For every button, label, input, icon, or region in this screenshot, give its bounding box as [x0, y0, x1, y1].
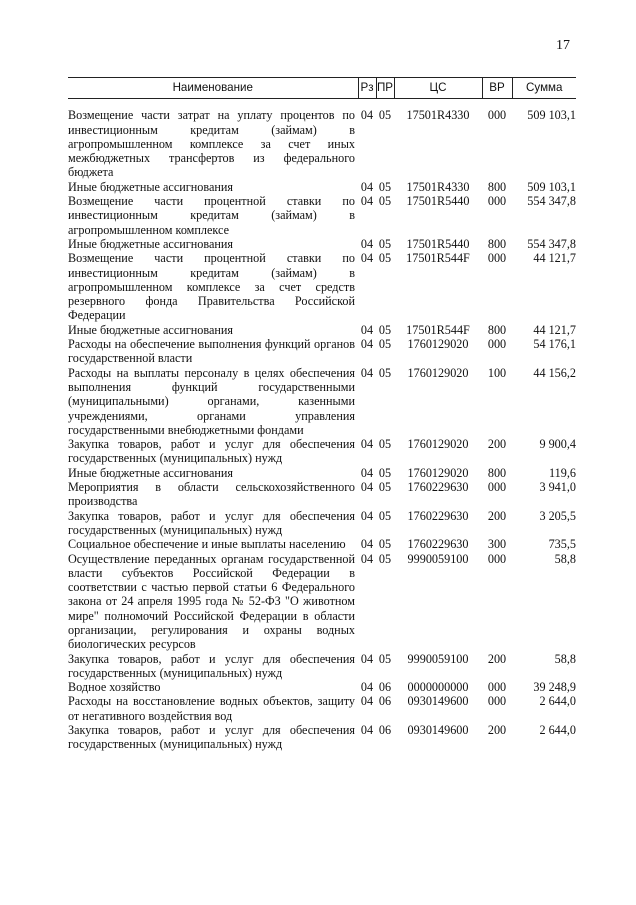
cell-sum: 509 103,1: [527, 179, 576, 194]
cell-name: Возмещение части процентной ставки по инвестиционным кредитам (займам) в агропромышленном комплексе за счет средств резервного фонда Правительства Российской Федерации: [68, 251, 355, 323]
cell-name: Социальное обеспечение и иные выплаты населению: [68, 537, 346, 552]
table-row: [68, 180, 576, 194]
cell-pr: 05: [378, 194, 392, 209]
cell-rz: 04: [360, 651, 374, 666]
cell-rz: 04: [360, 694, 374, 709]
cell-sum: 3 205,5: [539, 508, 576, 523]
cell-vr: 000: [487, 680, 507, 695]
cell-name: Водное хозяйство: [68, 680, 161, 695]
cell-pr: 06: [378, 694, 392, 709]
cell-name: Осуществление переданных органам государственной власти субъектов Российской Федерации в соответствии с частью первой статьи 6 Федерального закона от 24 апреля 1995 года № 52-ФЗ "О животном мире" полномочий Российской Федерации в области организации, регулирования и охраны водных биологических ресурсов: [68, 551, 355, 652]
cell-name: Иные бюджетные ассигнования: [68, 465, 234, 480]
cell-pr: 05: [378, 251, 392, 266]
budget-table: [68, 77, 576, 752]
cell-pr: 05: [378, 465, 392, 480]
table-row: [68, 652, 576, 681]
cell-name: Иные бюджетные ассигнования: [68, 179, 234, 194]
cell-rz: 04: [360, 551, 374, 566]
cell-sum: 9 900,4: [539, 437, 576, 452]
cell-vr: 000: [487, 551, 507, 566]
cell-cs: 1760129020: [407, 437, 469, 452]
cell-pr: 06: [378, 680, 392, 695]
table-row: [68, 723, 576, 752]
cell-name: Закупка товаров, работ и услуг для обеспечения государственных (муниципальных) нужд: [68, 723, 355, 752]
cell-vr: 800: [487, 236, 507, 251]
cell-cs: 17501R4330: [406, 179, 470, 194]
cell-rz: 04: [360, 723, 374, 738]
cell-rz: 04: [360, 251, 374, 266]
cell-vr: 000: [487, 251, 507, 266]
cell-pr: 05: [378, 651, 392, 666]
cell-cs: 1760229630: [407, 537, 469, 552]
col-header-name: Наименование: [68, 78, 358, 99]
table-row: [68, 108, 576, 179]
table-row: [68, 480, 576, 509]
cell-rz: 04: [360, 680, 374, 695]
cell-rz: 04: [360, 365, 374, 380]
cell-vr: 000: [487, 480, 507, 495]
table-row: [68, 194, 576, 237]
cell-name: Расходы на обеспечение выполнения функций органов государственной власти: [68, 337, 355, 366]
col-header-vr: ВР: [482, 78, 512, 99]
cell-vr: 300: [487, 537, 507, 552]
cell-pr: 05: [378, 437, 392, 452]
cell-rz: 04: [360, 480, 374, 495]
cell-pr: 05: [378, 322, 392, 337]
cell-rz: 04: [360, 322, 374, 337]
cell-pr: 05: [378, 537, 392, 552]
cell-pr: 06: [378, 723, 392, 738]
cell-vr: 800: [487, 179, 507, 194]
cell-cs: 9990059100: [407, 551, 469, 566]
cell-vr: 200: [487, 437, 507, 452]
page-number: 17: [556, 38, 570, 53]
cell-vr: 100: [487, 365, 507, 380]
cell-vr: 000: [487, 694, 507, 709]
cell-rz: 04: [360, 437, 374, 452]
cell-vr: 800: [487, 322, 507, 337]
cell-cs: 0930149600: [407, 694, 469, 709]
cell-rz: 04: [360, 236, 374, 251]
cell-cs: 17501R544F: [406, 251, 470, 266]
cell-cs: 17501R4330: [406, 108, 470, 123]
cell-sum: 509 103,1: [527, 108, 576, 123]
cell-sum: 44 156,2: [533, 365, 576, 380]
cell-pr: 05: [378, 179, 392, 194]
table-row: [68, 237, 576, 251]
cell-name: Иные бюджетные ассигнования: [68, 322, 234, 337]
cell-sum: 44 121,7: [533, 322, 576, 337]
cell-sum: 58,8: [554, 551, 576, 566]
cell-name: Мероприятия в области сельскохозяйственного производства: [68, 480, 355, 509]
table-row: [68, 437, 576, 466]
cell-rz: 04: [360, 508, 374, 523]
cell-sum: 3 941,0: [539, 480, 576, 495]
cell-pr: 05: [378, 337, 392, 352]
cell-sum: 2 644,0: [539, 694, 576, 709]
cell-vr: 000: [487, 108, 507, 123]
cell-cs: 17501R5440: [406, 194, 470, 209]
table-row: [68, 466, 576, 480]
table-header-row: [68, 78, 576, 99]
cell-vr: 000: [487, 194, 507, 209]
cell-sum: 58,8: [554, 651, 576, 666]
cell-rz: 04: [360, 179, 374, 194]
cell-sum: 554 347,8: [527, 236, 576, 251]
table-row: [68, 552, 576, 652]
cell-vr: 200: [487, 651, 507, 666]
cell-cs: 1760129020: [407, 337, 469, 352]
col-header-sum: Сумма: [512, 78, 576, 99]
cell-pr: 05: [378, 551, 392, 566]
cell-cs: 1760129020: [407, 465, 469, 480]
table-row: [68, 251, 576, 322]
cell-vr: 200: [487, 508, 507, 523]
cell-rz: 04: [360, 108, 374, 123]
cell-rz: 04: [360, 465, 374, 480]
cell-pr: 05: [378, 365, 392, 380]
cell-name: Закупка товаров, работ и услуг для обеспечения государственных (муниципальных) нужд: [68, 508, 355, 537]
cell-name: Закупка товаров, работ и услуг для обеспечения государственных (муниципальных) нужд: [68, 651, 355, 680]
cell-rz: 04: [360, 194, 374, 209]
cell-cs: 17501R544F: [406, 322, 470, 337]
col-header-rz: Рз: [358, 78, 376, 99]
cell-cs: 1760229630: [407, 508, 469, 523]
cell-sum: 54 176,1: [533, 337, 576, 352]
cell-cs: 1760129020: [407, 365, 469, 380]
cell-rz: 04: [360, 537, 374, 552]
table-row: [68, 694, 576, 723]
cell-cs: 17501R5440: [406, 236, 470, 251]
table-row: [68, 509, 576, 538]
cell-name: Закупка товаров, работ и услуг для обеспечения государственных (муниципальных) нужд: [68, 437, 355, 466]
cell-sum: 119,6: [549, 465, 576, 480]
cell-rz: 04: [360, 337, 374, 352]
cell-name: Расходы на восстановление водных объектов, защиту от негативного воздействия вод: [68, 694, 355, 723]
cell-name: Иные бюджетные ассигнования: [68, 236, 234, 251]
table-row: [68, 680, 576, 694]
table-row: [68, 537, 576, 551]
cell-vr: 000: [487, 337, 507, 352]
table-row: [68, 337, 576, 366]
cell-vr: 800: [487, 465, 507, 480]
cell-cs: 9990059100: [407, 651, 469, 666]
cell-name: Расходы на выплаты персоналу в целях обеспечения выполнения функций государственными (муниципальными) органами, казенными учреждениями, органами управления государственными внебюджетными фондами: [68, 365, 355, 437]
col-header-cs: ЦС: [394, 78, 482, 99]
table-row: [68, 323, 576, 337]
cell-sum: 735,5: [548, 537, 576, 552]
cell-sum: 44 121,7: [533, 251, 576, 266]
cell-name: Возмещение части процентной ставки по инвестиционным кредитам (займам) в агропромышленном комплексе: [68, 194, 355, 237]
cell-cs: 0930149600: [407, 723, 469, 738]
table-row: [68, 366, 576, 437]
cell-name: Возмещение части затрат на уплату процентов по инвестиционным кредитам (займам) в агропромышленном комплексе за счет иных межбюджетных трансфертов из федерального бюджета: [68, 108, 355, 180]
cell-cs: 1760229630: [407, 480, 469, 495]
cell-pr: 05: [378, 108, 392, 123]
cell-pr: 05: [378, 236, 392, 251]
cell-sum: 2 644,0: [539, 723, 576, 738]
cell-sum: 554 347,8: [527, 194, 576, 209]
cell-vr: 200: [487, 723, 507, 738]
cell-cs: 0000000000: [407, 680, 469, 695]
cell-pr: 05: [378, 508, 392, 523]
cell-sum: 39 248,9: [533, 680, 576, 695]
table-body: [68, 99, 576, 752]
cell-pr: 05: [378, 480, 392, 495]
col-header-pr: ПР: [376, 78, 394, 99]
